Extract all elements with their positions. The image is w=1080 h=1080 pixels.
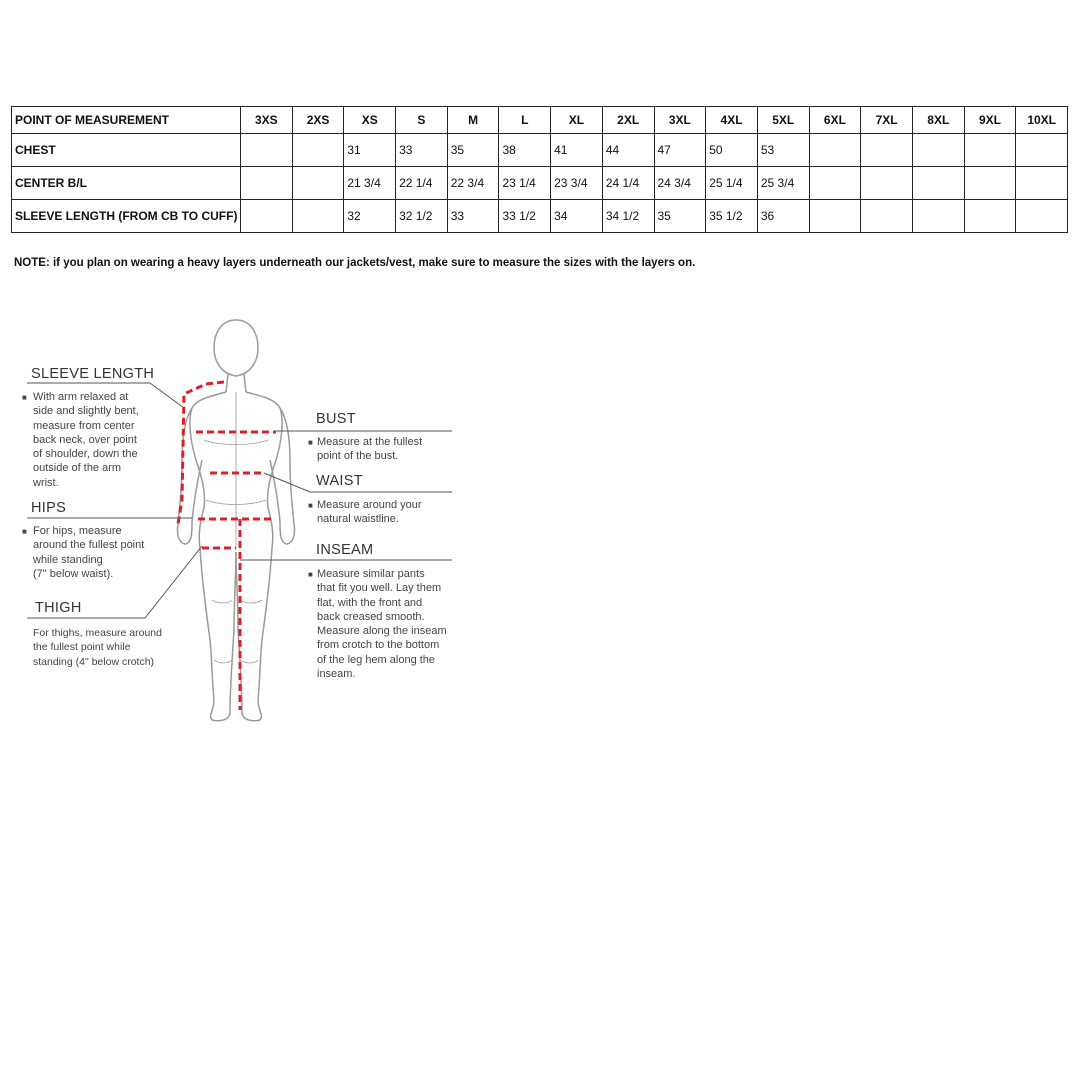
column-header: 3XS (241, 107, 293, 134)
bullet-icon: ■ (22, 527, 27, 536)
table-cell: 35 (654, 200, 706, 233)
table-cell (1016, 200, 1068, 233)
column-header: 2XL (602, 107, 654, 134)
table-cell: 33 1/2 (499, 200, 551, 233)
table-cell: 50 (706, 134, 758, 167)
table-cell: 22 1/4 (396, 167, 448, 200)
table-cell: 33 (396, 134, 448, 167)
table-cell (809, 167, 861, 200)
table-cell: 32 1/2 (396, 200, 448, 233)
column-header: 6XL (809, 107, 861, 134)
table-cell: 44 (602, 134, 654, 167)
size-chart-table (11, 106, 1068, 233)
table-cell: 53 (757, 134, 809, 167)
table-cell: 25 1/4 (706, 167, 758, 200)
column-header: L (499, 107, 551, 134)
inseam-description: Measure similar pants that fit you well. Lay them flat, with the front and back creased smooth. Measure along the inseam from crotch to the bottom of the leg hem along the inseam. (317, 568, 447, 681)
column-header: 8XL (912, 107, 964, 134)
table-cell: 38 (499, 134, 551, 167)
table-cell (292, 167, 344, 200)
table-cell (861, 167, 913, 200)
table-cell: 36 (757, 200, 809, 233)
column-header: 5XL (757, 107, 809, 134)
waist-heading: WAIST (316, 473, 363, 489)
table-cell (1016, 134, 1068, 167)
table-cell (964, 167, 1016, 200)
row-label: CENTER B/L (12, 167, 241, 200)
table-cell: 35 (447, 134, 499, 167)
table-cell (292, 134, 344, 167)
table-cell: 32 (344, 200, 396, 233)
hips-heading: HIPS (31, 500, 67, 516)
table-cell: 24 3/4 (654, 167, 706, 200)
waist-description: Measure around your natural waistline. (317, 499, 422, 526)
table-cell (241, 200, 293, 233)
thigh-heading: THIGH (35, 600, 82, 616)
table-row-chest (12, 134, 1068, 167)
layering-note: NOTE: if you plan on wearing a heavy layers underneath our jackets/vest, make sure to measure the sizes with the layers on. (14, 257, 696, 269)
table-cell: 34 (551, 200, 603, 233)
column-header: 3XL (654, 107, 706, 134)
bullet-icon: ■ (308, 438, 313, 447)
table-cell (912, 200, 964, 233)
body-measurement-figure (0, 300, 1080, 740)
bullet-icon: ■ (308, 570, 313, 579)
row-label: SLEEVE LENGTH (FROM CB TO CUFF) (12, 200, 241, 233)
sleeve-length-heading: SLEEVE LENGTH (31, 366, 155, 382)
column-header: M (447, 107, 499, 134)
table-cell (292, 200, 344, 233)
column-header: XS (344, 107, 396, 134)
table-cell: 21 3/4 (344, 167, 396, 200)
table-cell (861, 134, 913, 167)
table-cell: 31 (344, 134, 396, 167)
table-cell (809, 134, 861, 167)
table-cell: 22 3/4 (447, 167, 499, 200)
table-cell: 23 3/4 (551, 167, 603, 200)
column-header: XL (551, 107, 603, 134)
thigh-description: For thighs, measure around the fullest point while standing (4" below crotch) (33, 627, 162, 668)
table-cell: 34 1/2 (602, 200, 654, 233)
table-row-sleeve-length (12, 200, 1068, 233)
table-cell: 47 (654, 134, 706, 167)
table-cell (861, 200, 913, 233)
hips-description: For hips, measure around the fullest point while standing (7" below waist). (33, 525, 145, 580)
column-header: 4XL (706, 107, 758, 134)
table-header-row (12, 107, 1068, 134)
sleeve-length-description: With arm relaxed at side and slightly bent, measure from center back neck, over point of shoulder, down the outside of the arm wrist. (33, 391, 139, 489)
table-cell: 41 (551, 134, 603, 167)
column-header: S (396, 107, 448, 134)
bust-description: Measure at the fullest point of the bust. (317, 436, 423, 463)
inseam-heading: INSEAM (316, 542, 374, 558)
row-label: CHEST (12, 134, 241, 167)
bullet-icon: ■ (22, 393, 27, 402)
bust-heading: BUST (316, 411, 356, 427)
table-cell: 24 1/4 (602, 167, 654, 200)
table-cell (1016, 167, 1068, 200)
column-header: 9XL (964, 107, 1016, 134)
table-cell: 35 1/2 (706, 200, 758, 233)
table-row-center-bl (12, 167, 1068, 200)
table-cell (912, 134, 964, 167)
column-header: 7XL (861, 107, 913, 134)
table-cell (964, 134, 1016, 167)
column-header: 10XL (1016, 107, 1068, 134)
table-cell (809, 200, 861, 233)
table-cell: 33 (447, 200, 499, 233)
table-cell (241, 167, 293, 200)
bullet-icon: ■ (308, 501, 313, 510)
table-cell: 23 1/4 (499, 167, 551, 200)
column-header: 2XS (292, 107, 344, 134)
table-cell: 25 3/4 (757, 167, 809, 200)
column-header: POINT OF MEASUREMENT (12, 107, 241, 134)
measurement-lines (178, 382, 276, 710)
table-cell (241, 134, 293, 167)
table-cell (912, 167, 964, 200)
table-cell (964, 200, 1016, 233)
